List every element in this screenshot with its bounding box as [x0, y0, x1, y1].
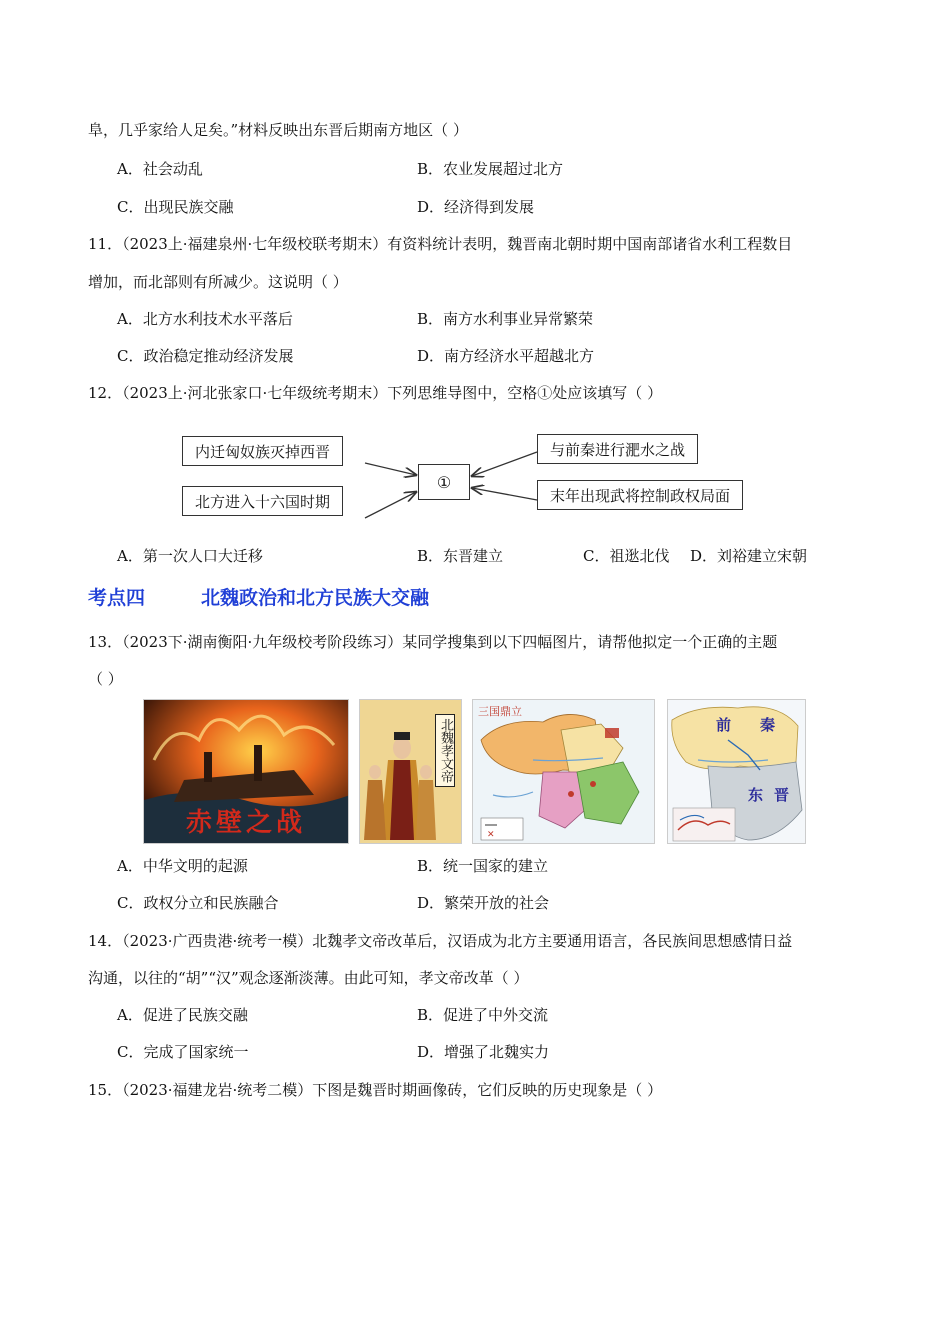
svg-text:✕: ✕	[487, 830, 495, 840]
mindmap-box-left-top: 内迁匈奴族灭掉西晋	[182, 436, 343, 466]
chibi-battle-image	[143, 699, 349, 844]
q13-stem-line1: 13．（2023下·湖南衡阳·九年级校考阶段练习）某同学搜集到以下四幅图片，请帮他拟定一个正确的主题	[88, 633, 778, 651]
qin-jin-map-image	[667, 699, 806, 844]
q13-option-d[interactable]: D．繁荣开放的社会	[417, 894, 550, 912]
section-title: 北魏政治和北方民族大交融	[201, 587, 430, 609]
map2-label-qian: 前	[716, 716, 732, 734]
q13-option-b[interactable]: B．统一国家的建立	[417, 857, 549, 875]
q15-stem: 15．（2023·福建龙岩·统考二模）下图是魏晋时期画像砖，它们反映的历史现象是（ ）	[88, 1081, 663, 1099]
map2-label-qin: 秦	[760, 716, 776, 734]
q10-option-c[interactable]: C．出现民族交融	[117, 198, 234, 216]
three-kingdoms-map	[473, 700, 655, 844]
xiaowen-caption: 北魏孝文帝	[435, 714, 455, 787]
q13-option-a[interactable]: A．中华文明的起源	[117, 857, 248, 875]
q14-stem-line2: 沟通，以往的“胡”“汉”观念逐渐淡薄。由此可知，孝文帝改革（ ）	[88, 969, 529, 987]
q12-option-c[interactable]: C．祖逖北伐	[583, 547, 670, 565]
q10-stem-continuation: 阜，几乎家给人足矣。”材料反映出东晋后期南方地区（ ）	[88, 121, 468, 139]
map1-title: 三国鼎立	[478, 705, 522, 718]
mindmap-box-left-bottom: 北方进入十六国时期	[182, 486, 343, 516]
mindmap-box-right-top: 与前秦进行淝水之战	[537, 434, 698, 464]
q11-option-a[interactable]: A．北方水利技术水平落后	[117, 310, 293, 328]
q11-stem-line2: 增加，而北部则有所减少。这说明（ ）	[88, 273, 348, 291]
q14-option-a[interactable]: A．促进了民族交融	[117, 1006, 248, 1024]
q13-stem-line2: （ ）	[88, 670, 123, 688]
q10-option-b[interactable]: B．农业发展超过北方	[417, 160, 564, 178]
three-kingdoms-map-image	[472, 699, 655, 844]
chibi-caption: 赤壁之战	[185, 808, 306, 838]
q11-stem-line1: 11．（2023上·福建泉州·七年级校联考期末）有资料统计表明，魏晋南北朝时期中国南部诸省水利工程数目	[88, 235, 793, 253]
mindmap-box-right-bottom: 末年出现武将控制政权局面	[537, 480, 743, 510]
q14-option-b[interactable]: B．促进了中外交流	[417, 1006, 549, 1024]
q12-option-d[interactable]: D．刘裕建立宋朝	[690, 547, 808, 565]
q14-stem-line1: 14．（2023·广西贵港·统考一模）北魏孝文帝改革后，汉语成为北方主要通用语言，各民族间思想感情日益	[88, 932, 793, 950]
q12-stem: 12．（2023上·河北张家口·七年级统考期末）下列思维导图中，空格①处应该填写（ ）	[88, 384, 663, 402]
section-heading	[88, 586, 429, 610]
map2-label-dong: 东	[748, 786, 764, 804]
q12-option-a[interactable]: A．第一次人口大迁移	[117, 547, 263, 565]
q14-option-d[interactable]: D．增强了北魏实力	[417, 1043, 550, 1061]
xiaowen-emperor-image	[359, 699, 462, 844]
q10-option-d[interactable]: D．经济得到发展	[417, 198, 535, 216]
q10-option-a[interactable]: A．社会动乱	[117, 160, 203, 178]
q13-option-c[interactable]: C．政权分立和民族融合	[117, 894, 279, 912]
q11-option-d[interactable]: D．南方经济水平超越北方	[417, 347, 595, 365]
section-label: 考点四	[88, 587, 146, 609]
q11-option-c[interactable]: C．政治稳定推动经济发展	[117, 347, 294, 365]
mindmap-center-blank: ①	[418, 464, 470, 500]
q12-option-b[interactable]: B．东晋建立	[417, 547, 504, 565]
q14-option-c[interactable]: C．完成了国家统一	[117, 1043, 249, 1061]
qin-jin-map	[668, 700, 806, 844]
map2-label-jin: 晋	[774, 786, 790, 804]
q11-option-b[interactable]: B．南方水利事业异常繁荣	[417, 310, 594, 328]
